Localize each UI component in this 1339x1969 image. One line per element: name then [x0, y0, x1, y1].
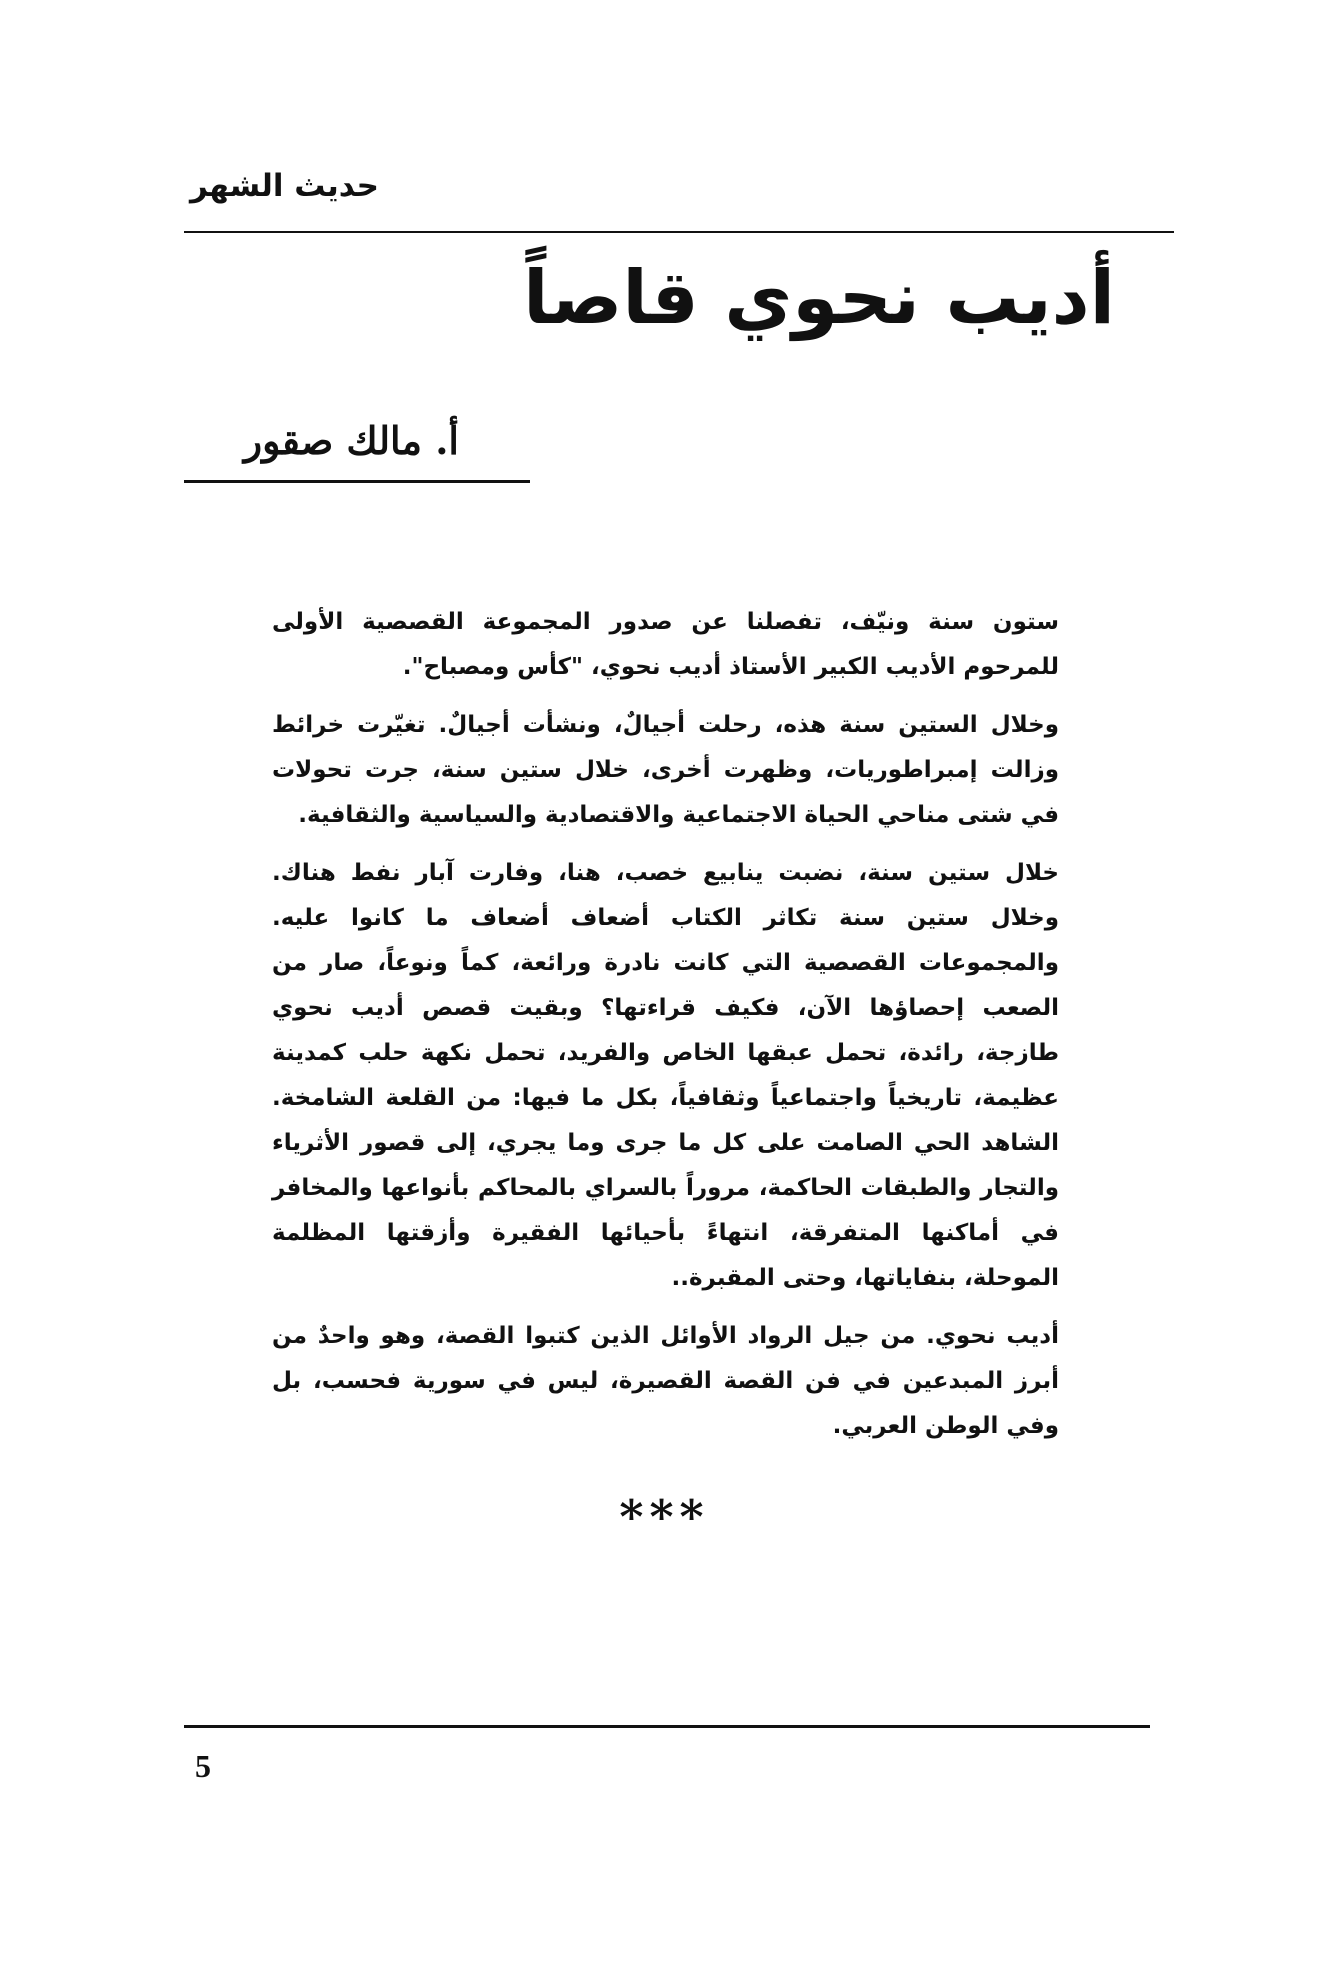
body-paragraph: وخلال الستين سنة هذه، رحلت أجيالٌ، ونشأت أجيالٌ. تغيّرت خرائط وزالت إمبراطوريات، وظهرت أخرى، خلال ستين سنة، جرت تحولات في شتى مناحي الحياة الاجتماعية والاقتصادية والسياسية والثقافية.: [272, 712, 1059, 828]
separator-stars: ***: [619, 1490, 710, 1544]
body-paragraph: ستون سنة ونيّف، تفصلنا عن صدور المجموعة القصصية الأولى للمرحوم الأديب الكبير الأستاذ أديب نحوي، "كأس ومصباح".: [272, 609, 1059, 680]
section-separator: [0, 1490, 1339, 1544]
article-title: أديب نحوي قاصاً: [523, 255, 1115, 341]
footer-divider: [184, 1725, 1150, 1728]
page-number: 5: [195, 1748, 211, 1784]
article-author: أ. مالك صقور: [243, 418, 459, 463]
header-divider: [184, 231, 1174, 233]
author-underline: [184, 480, 530, 483]
body-paragraph: خلال ستين سنة، نضبت ينابيع خصب، هنا، وفارت آبار نفط هناك. وخلال ستين سنة تكاثر الكتاب أضعاف أضعاف ما كانوا عليه. والمجموعات القصصية التي كانت نادرة ورائعة، كماً ونوعاً، صار من الصعب إحصاؤها الآن، فكيف قراءتها؟ وبقيت قصص أديب نحوي طازجة، رائدة، تحمل عبقها الخاص والفريد، تحمل نكهة حلب كمدينة عظيمة، تاريخياً واجتماعياً وثقافياً، بكل ما فيها: من القلعة الشامخة. الشاهد الحي الصامت على كل ما جرى وما يجري، إلى قصور الأثرياء والتجار والطبقات الحاكمة، مروراً بالسراي بالمحاكم بأنواعها والمخافر في أماكنها المتفرقة، انتهاءً بأحيائها الفقيرة وأزقتها المظلمة الموحلة، بنفاياتها، وحتى المقبرة..: [272, 860, 1059, 1291]
article-body: [272, 600, 1059, 1462]
body-paragraph: أديب نحوي. من جيل الرواد الأوائل الذين كتبوا القصة، وهو واحدٌ من أبرز المبدعين في فن القصة القصيرة، ليس في سورية فحسب، بل وفي الوطن العربي.: [272, 1323, 1059, 1439]
section-label: حديث الشهر: [189, 168, 379, 204]
